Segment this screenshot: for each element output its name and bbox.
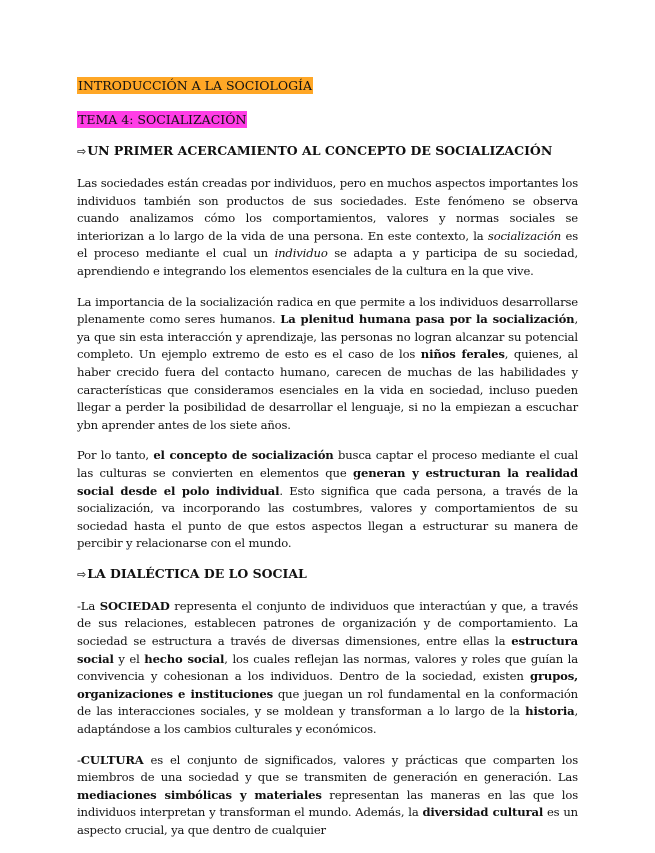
emphasis-estructura-social: estructura social (77, 634, 578, 666)
section-heading-1 (77, 143, 578, 159)
term-socializacion: socialización (487, 228, 562, 243)
paragraph-2: La importancia de la socialización radica en que permite a los individuos desarrollarse plenamente como seres humanos. La plenitud humana pasa por la socialización, ya que sin esta interacción y aprendizaje, las personas no logran alcanzar su potencial completo. Un ejemplo extremo de esto es el caso de los niños ferales, quienes, al haber crecido fuera del contacto humano, carecen de muchas de las habilidades y características que consideramos esenciales en la vida en sociedad, incluso pueden llegar a perder la posibilidad de desarrollar el lenguaje, si no la empiezan a escuchar ybn aprender antes de los siete años. (77, 294, 579, 432)
emphasis-plenitud: La plenitud humana pasa por la socialización (280, 312, 575, 327)
emphasis-diversidad-cultural: diversidad cultural (422, 805, 544, 820)
arrow-right-icon: ⇨ (77, 567, 87, 581)
emphasis-mediaciones: mediaciones simbólicas y materiales (77, 787, 322, 802)
paragraph-5: -CULTURA es el conjunto de significados, valores y prácticas que comparten los miembros de una sociedad y que se transmiten de generación en generación. Las mediaciones simbólicas y materiales representan las maneras en las que los individuos interpretan y transforman el mundo. Además, la diversidad cultural es un aspecto crucial, ya que dentro de cualquier (77, 752, 578, 837)
topic-title: TEMA 4: SOCIALIZACIÓN (78, 112, 247, 127)
paragraph-4: -La SOCIEDAD representa el conjunto de individuos que interactúan y que, a través de sus relaciones, establecen patrones de organización y de comportamiento. La sociedad se estructura a través de diversas dimensiones, entre ellas la estructura social y el hecho social, los cuales reflejan las normas, valores y roles que guían la convivencia y cohesionan a los individuos. Dentro de la sociedad, existen grupos, organizaciones e instituciones que juegan un rol fundamental en la conformación de las interacciones sociales, y se moldean y transforman a lo largo de la historia, adaptándose a los cambios culturales y económicos. (77, 598, 578, 737)
emphasis-realidad-social: generan y estructuran la realidad social desde el polo individual (77, 465, 578, 498)
term-individuo: individuo (274, 246, 328, 261)
course-title-line (77, 75, 578, 93)
emphasis-concepto: el concepto de socialización (153, 448, 334, 463)
section-heading-2 (77, 566, 578, 582)
section-heading-1-text: UN PRIMER ACERCAMIENTO AL CONCEPTO DE SOCIALIZACIÓN (87, 143, 553, 158)
emphasis-historia: historia (525, 704, 575, 719)
section-heading-2-text: LA DIALÉCTICA DE LO SOCIAL (87, 565, 307, 581)
emphasis-cultura: CULTURA (80, 752, 144, 767)
emphasis-sociedad: SOCIEDAD (99, 598, 170, 613)
paragraph-3: Por lo tanto, el concepto de socialización busca captar el proceso mediante el cual las culturas se convierten en elementos que generan y estructuran la realidad social desde el polo individual. Esto significa que cada persona, a través de la socialización, va incorporando las costumbres, valores y comportamientos de su sociedad hasta el punto de que estos aspectos llegan a estructurar su manera de percibir y relacionarse con el mundo. (77, 448, 579, 551)
course-title: INTRODUCCIÓN A LA SOCIOLOGÍA (78, 78, 313, 93)
arrow-right-icon: ⇨ (77, 145, 87, 158)
topic-title-line (77, 109, 578, 127)
emphasis-ninos-ferales: niños ferales (420, 347, 505, 362)
paragraph-1: Las sociedades están creadas por individuos, pero en muchos aspectos importantes los individuos también son productos de sus sociedades. Este fenómeno se observa cuando analizamos cómo los comportamientos, valores y normas sociales se interiorizan a lo largo de la vida de una persona. En este contexto, la socialización es el proceso mediante el cual un individuo se adapta a y participa de su sociedad, aprendiendo e integrando los elementos esenciales de la cultura en la que vive. (77, 176, 578, 278)
emphasis-grupos: grupos, organizaciones e instituciones (77, 669, 578, 701)
document-body (77, 75, 578, 853)
emphasis-hecho-social: hecho social (144, 651, 225, 666)
